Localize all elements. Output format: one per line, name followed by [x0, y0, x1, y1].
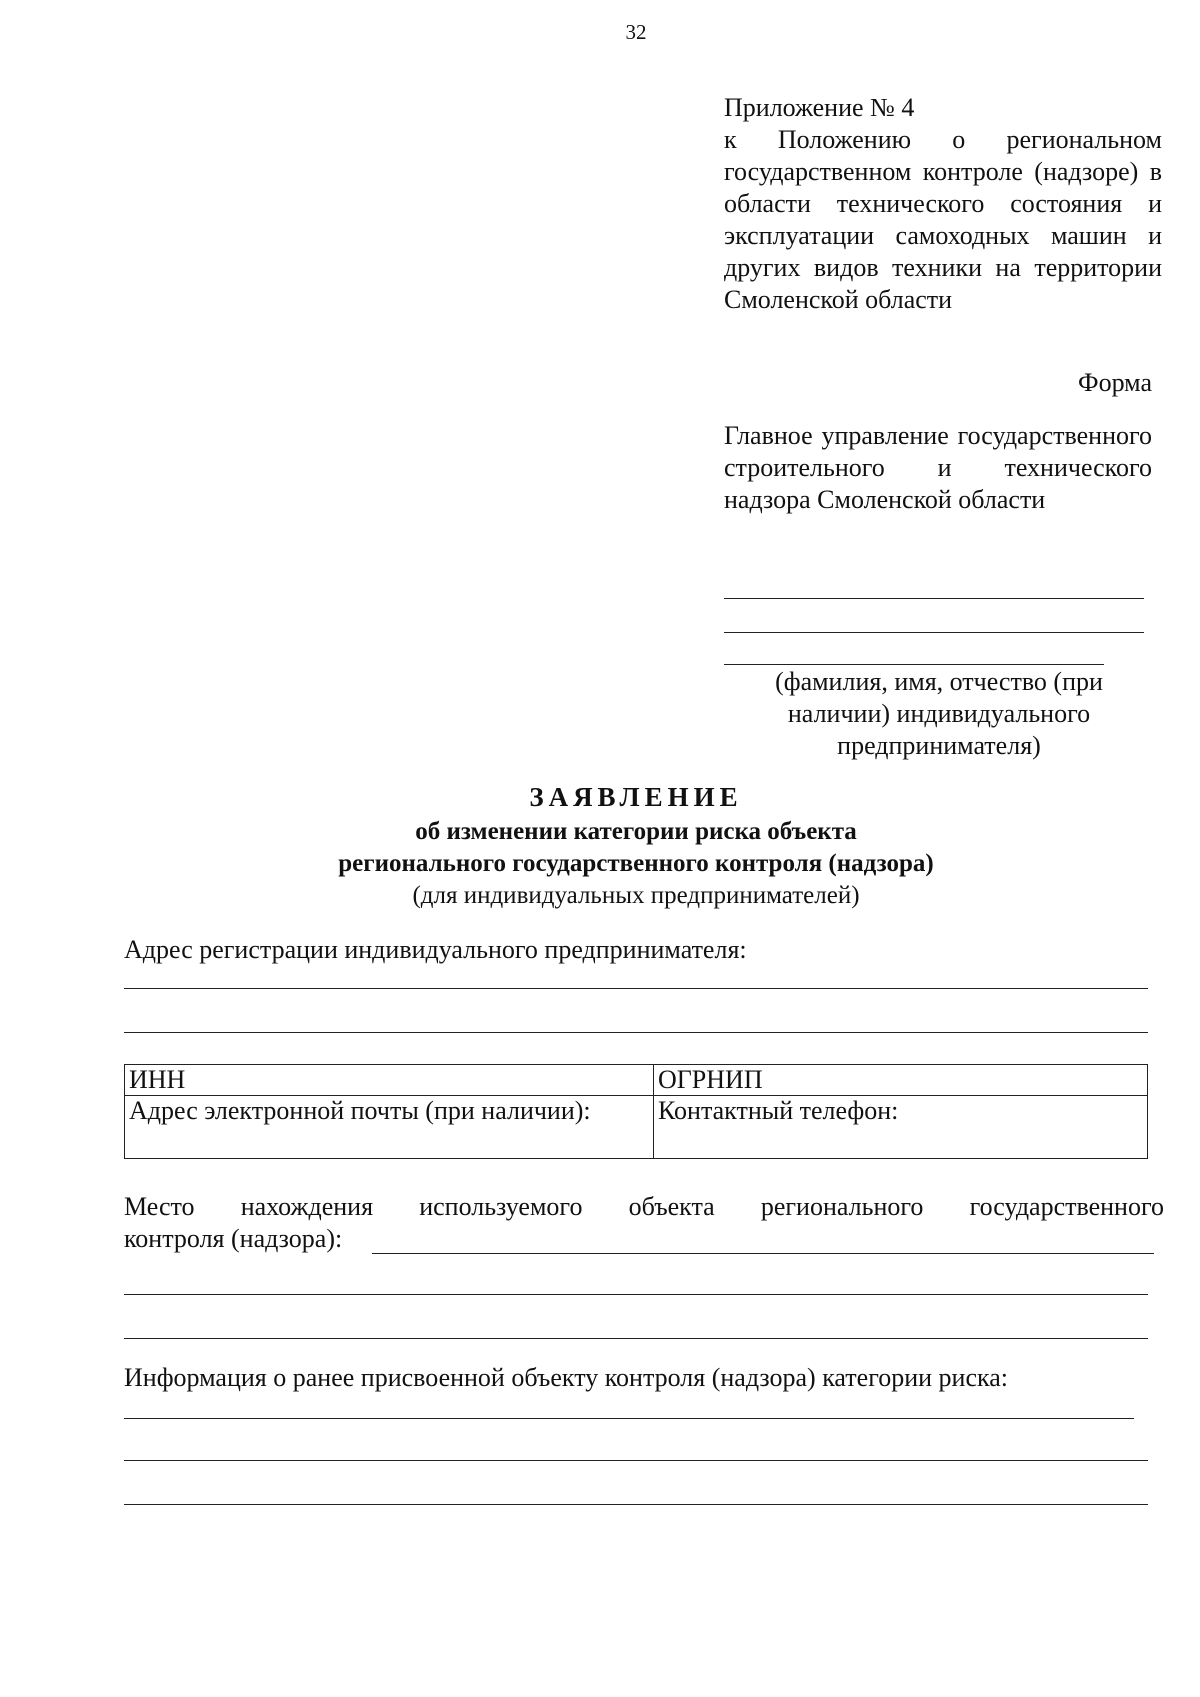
document-title: ЗАЯВЛЕНИЕ	[529, 782, 743, 812]
registration-address-line-1[interactable]	[124, 988, 1148, 989]
object-location-line-3-fill[interactable]	[124, 1338, 1148, 1339]
page-number: 32	[625, 20, 647, 44]
form-label: Форма	[1078, 368, 1152, 397]
document-subtitle-2: регионального государственного контроля (надзора)	[338, 850, 934, 877]
email-cell[interactable]: Адрес электронной почты (при наличии):	[125, 1096, 654, 1159]
object-location-line-fill[interactable]	[372, 1253, 1154, 1254]
fio-caption: (фамилия, имя, отчество (при наличии) индивидуального предпринимателя)	[775, 667, 1103, 760]
object-location-label	[124, 1191, 1164, 1255]
name-line-1	[724, 598, 1144, 599]
risk-info-line-1[interactable]	[124, 1418, 1134, 1419]
document-subtitle-1: об изменении категории риска объекта	[415, 818, 857, 845]
object-location-line-2-fill[interactable]	[124, 1294, 1148, 1295]
ogrnip-cell[interactable]: ОГРНИП	[654, 1065, 1148, 1096]
annex-header	[724, 92, 1162, 316]
risk-info-label: Информация о ранее присвоенной объекту контроля (надзора) категории риска:	[124, 1363, 1008, 1392]
registration-address-label: Адрес регистрации индивидуального предпринимателя:	[124, 935, 747, 964]
risk-info-line-2[interactable]	[124, 1460, 1148, 1461]
phone-cell[interactable]: Контактный телефон:	[654, 1096, 1148, 1159]
document-subtitle-3: (для индивидуальных предпринимателей)	[412, 882, 860, 909]
name-line-3	[724, 664, 1104, 665]
requisites-table	[124, 1064, 1148, 1159]
inn-cell[interactable]: ИНН	[125, 1065, 654, 1096]
risk-info-line-3[interactable]	[124, 1504, 1148, 1505]
addressee: Главное управление государственного строительного и технического надзора Смоленской области	[724, 421, 1152, 514]
name-line-2	[724, 632, 1144, 633]
annex-number: Приложение № 4	[724, 93, 915, 122]
annex-reference: к Положению о региональном государственном контроле (надзоре) в области технического состояния и эксплуатации самоходных машин и других видов техники на территории Смоленской области	[724, 125, 1162, 314]
registration-address-line-2[interactable]	[124, 1032, 1148, 1033]
object-location-line-2: контроля (надзора):	[124, 1224, 343, 1253]
object-location-line-1: Место нахождения используемого объекта регионального государственного	[124, 1192, 1164, 1221]
